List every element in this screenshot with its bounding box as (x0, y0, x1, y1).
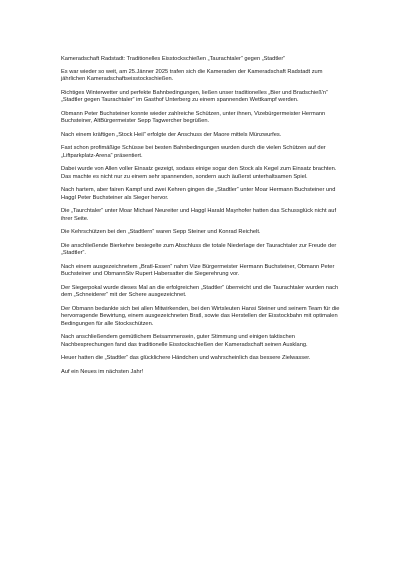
document-page (61, 56, 343, 383)
paragraph-16: Auf ein Neues im nächsten Jahr! (61, 368, 144, 375)
document-title: Kameradschaft Radstadt: Traditionelles Eisstockschießen „Taurachtaler“ gegen „Stadtler“ (61, 56, 286, 62)
paragraph-3: Obmann Peter Buchsteiner konnte wieder zahlreiche Schützen, unter ihnen, Vizebürgermeister Hermann Buchsteiner, AltBürgermeister Sepp Tagwercher begrüßen. (61, 110, 326, 125)
paragraph-10: Die anschließende Bierkehre besiegelte zum Abschluss die totale Niederlage der Taurachtaler zur Freude der „Stadtler“. (61, 242, 337, 257)
paragraph-2: Richtiges Winterwetter und perfekte Bahnbedingungen, ließen unser traditionelles „Bier und Bradschieß'n“ „Stadtler gegen Taurachtaler“ im Gasthof Unterberg zu einem spannenden Wettkampf werden. (61, 89, 328, 104)
paragraph-9: Die Kehrschützen bei den „Stadtlern“ waren Sepp Steiner und Konrad Reichelt. (61, 229, 261, 236)
paragraph-1: Es war wieder so weit, am 25.Jänner 2025 trafen sich die Kameraden der Kameradschaft Radstadt zum jährlichen Kameradschaftseisstockschießen. (61, 68, 323, 83)
paragraph-12: Der Siegerpokal wurde dieses Mal an die erfolgreichen „Stadtler“ überreicht und die Taurachtaler wurden nach dem „Schneiderer“ mit der Schere ausgezeichnet. (61, 284, 339, 299)
paragraph-11: Nach einem ausgezeichnetem „Bratl-Essen“ nahm Vize Bürgermeister Hermann Buchsteiner, Obmann Peter Buchsteiner und ObmannStv Rupert Habersatter die Siegerehrung vor. (61, 263, 335, 278)
paragraph-14: Nach anschließendem gemütlichem Beisammensein, guter Stimmung und einigen taktischen Nachbesprechungen fand das traditionelle Eisstockschießen der Kameradschaft seinen Ausklang. (61, 334, 308, 348)
paragraph-6: Dabei wurde von Allen voller Einsatz gezeigt, sodass einige sogar den Stock als Kegel zum Einsatz brachten. Das machte es nicht nur zu einem sehr spannenden, sondern auch äußerst unterhaltsamen Spiel. (61, 166, 337, 180)
paragraph-13: Der Obmann bedankte sich bei allen Mitwirkenden, bei den Wirtsleuten Hansi Steiner und seinem Team für die hervorragende Bewirtung, einem ausgezeichneten Bratl, sowie das Herstellen der Eisstockbahn mit optimalen Bedingungen für alle Stockschützen. (61, 305, 340, 327)
paragraph-15: Heuer hatten die „Stadtler“ das glücklichere Händchen und wahrscheinlich das bessere Zielwasser. (61, 355, 311, 362)
paragraph-4: Nach einem kräftigen „Stock Heil“ erfolgte der Anschuss der Maore mittels Münzwurfes. (61, 131, 282, 138)
paragraph-8: Die „Taurchtaler“ unter Moar Michael Neureiter und Haggl Harald Mayrhofer hatten das Schussglück nicht auf ihrer Seite. (61, 208, 337, 222)
paragraph-7: Nach hartem, aber fairen Kampf und zwei Kehren gingen die „Stadtler“ unter Moar Hermann Buchsteiner und Haggl Peter Buchsteiner als Sieger hervor. (61, 187, 336, 201)
paragraph-5: Fast schon profimäßige Schüsse bei besten Bahnbedingungen wurden durch die vielen Schützen auf der „Liftparkplatz-Arena“ präsentiert. (61, 145, 326, 159)
